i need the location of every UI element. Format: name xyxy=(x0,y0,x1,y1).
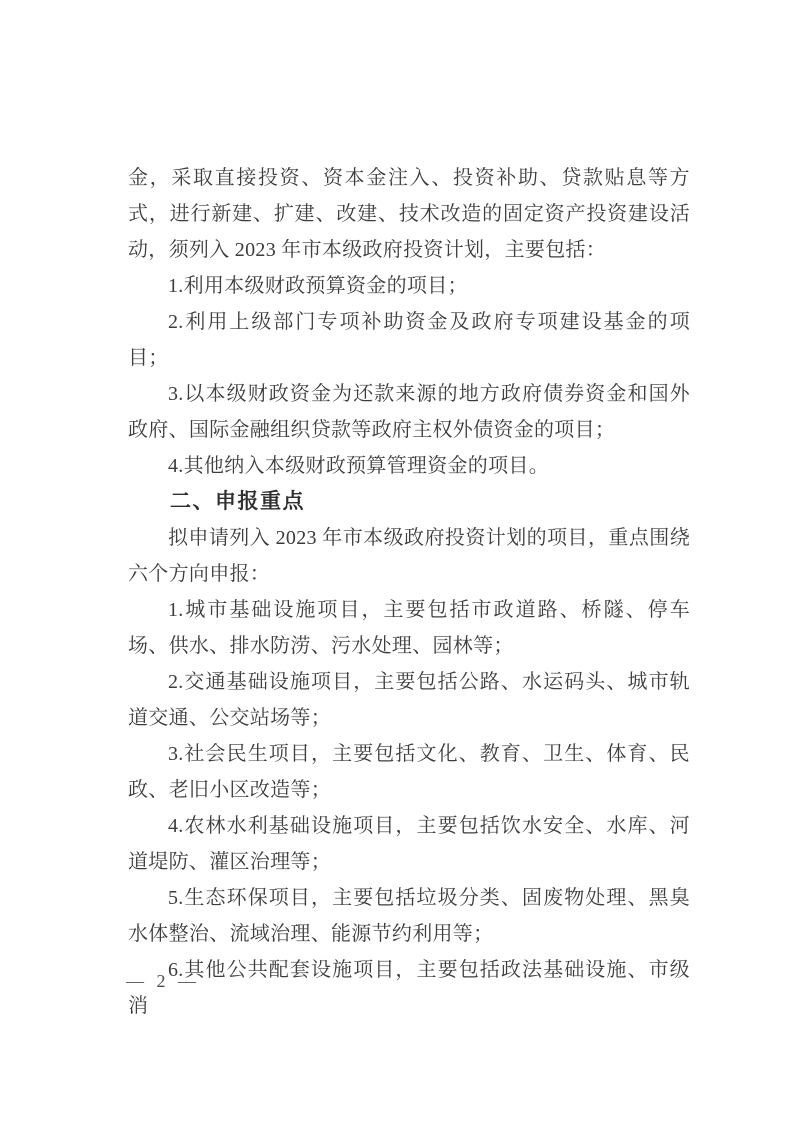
list-item-direction-6: 6.其他公共配套设施项目，主要包括政法基础设施、市级消 xyxy=(128,959,690,1017)
paragraph-intro-six-directions: 拟申请列入 2023 年市本级政府投资计划的项目，重点围绕六个方向申报： xyxy=(128,527,690,585)
list-item-direction-1: 1.城市基础设施项目，主要包括市政道路、桥隧、停车场、供水、排水防涝、污水处理、园林等； xyxy=(128,599,690,657)
list-item-direction-4: 4.农林水利基础设施项目，主要包括饮水安全、水库、河道堤防、灌区治理等； xyxy=(128,815,690,873)
document-body xyxy=(128,160,690,1024)
list-item-funding-1: 1.利用本级财政预算资金的项目； xyxy=(168,275,468,297)
list-item-funding-2: 2.利用上级部门专项补助资金及政府专项建设基金的项目； xyxy=(128,311,690,369)
list-item-funding-3: 3.以本级财政资金为还款来源的地方政府债券资金和国外政府、国际金融组织贷款等政府主权外债资金的项目； xyxy=(128,383,690,441)
paragraph-continuation: 金，采取直接投资、资本金注入、投资补助、贷款贴息等方式，进行新建、扩建、改建、技术改造的固定资产投资建设活动，须列入 2023 年市本级政府投资计划，主要包括： xyxy=(128,167,690,261)
section-heading-application-focus: 二、申报重点 xyxy=(170,490,305,513)
list-item-direction-3: 3.社会民生项目，主要包括文化、教育、卫生、体育、民政、老旧小区改造等； xyxy=(128,743,690,801)
page-number: — 2 — xyxy=(126,971,200,991)
list-item-direction-5: 5.生态环保项目，主要包括垃圾分类、固废物处理、黑臭水体整治、流域治理、能源节约利用等； xyxy=(128,887,690,945)
list-item-direction-2: 2.交通基础设施项目，主要包括公路、水运码头、城市轨道交通、公交站场等； xyxy=(128,671,690,729)
list-item-funding-4: 4.其他纳入本级财政预算管理资金的项目。 xyxy=(168,455,549,477)
